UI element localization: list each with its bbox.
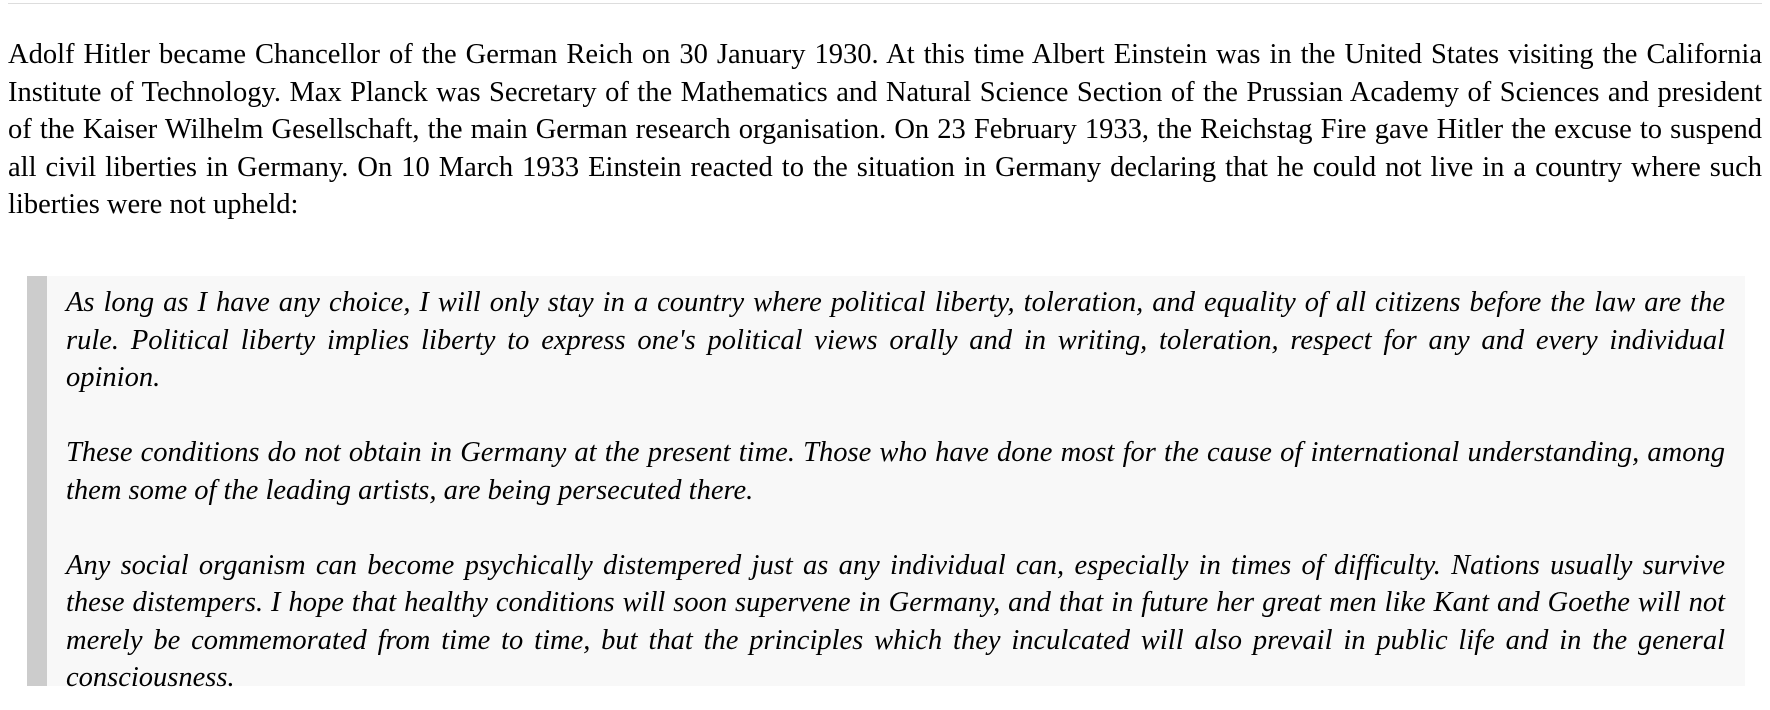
quote-paragraph-3: Any social organism can become psychically distempered just as any individual can, especially in times of difficulty. Nations usually survive these distempers. I hope that healthy conditions will soon supervene in Germany, and that in future her great men like Kant and Goethe will not merely be commemorated from time to time, but that the principles which they inculcated will also prevail in public life and in the general consciousness. xyxy=(66,549,1725,693)
intro-paragraph: Adolf Hitler became Chancellor of the German Reich on 30 January 1930. At this time Albert Einstein was in the United States visiting the California Institute of Technology. Max Planck was Secretary of the Mathematics and Natural Science Section of the Prussian Academy of Sciences and president of the Kaiser Wilhelm Gesellschaft, the main German research organisation. On 23 February 1933, the Reichstag Fire gave Hitler the excuse to suspend all civil liberties in Germany. On 10 March 1933 Einstein reacted to the situation in Germany declaring that he could not live in a country where such liberties were not upheld: xyxy=(8,39,1762,220)
top-divider xyxy=(8,3,1762,4)
quote-paragraph-2: These conditions do not obtain in Germany at the present time. Those who have done most for the cause of international understanding, among them some of the leading artists, are being persecuted there. xyxy=(66,437,1725,506)
quote-paragraph-1: As long as I have any choice, I will only stay in a country where political liberty, toleration, and equality of all citizens before the law are the rule. Political liberty implies liberty to express one's political views orally and in writing, toleration, respect for any and every individual opinion. xyxy=(66,287,1725,393)
einstein-quote xyxy=(27,276,1745,693)
